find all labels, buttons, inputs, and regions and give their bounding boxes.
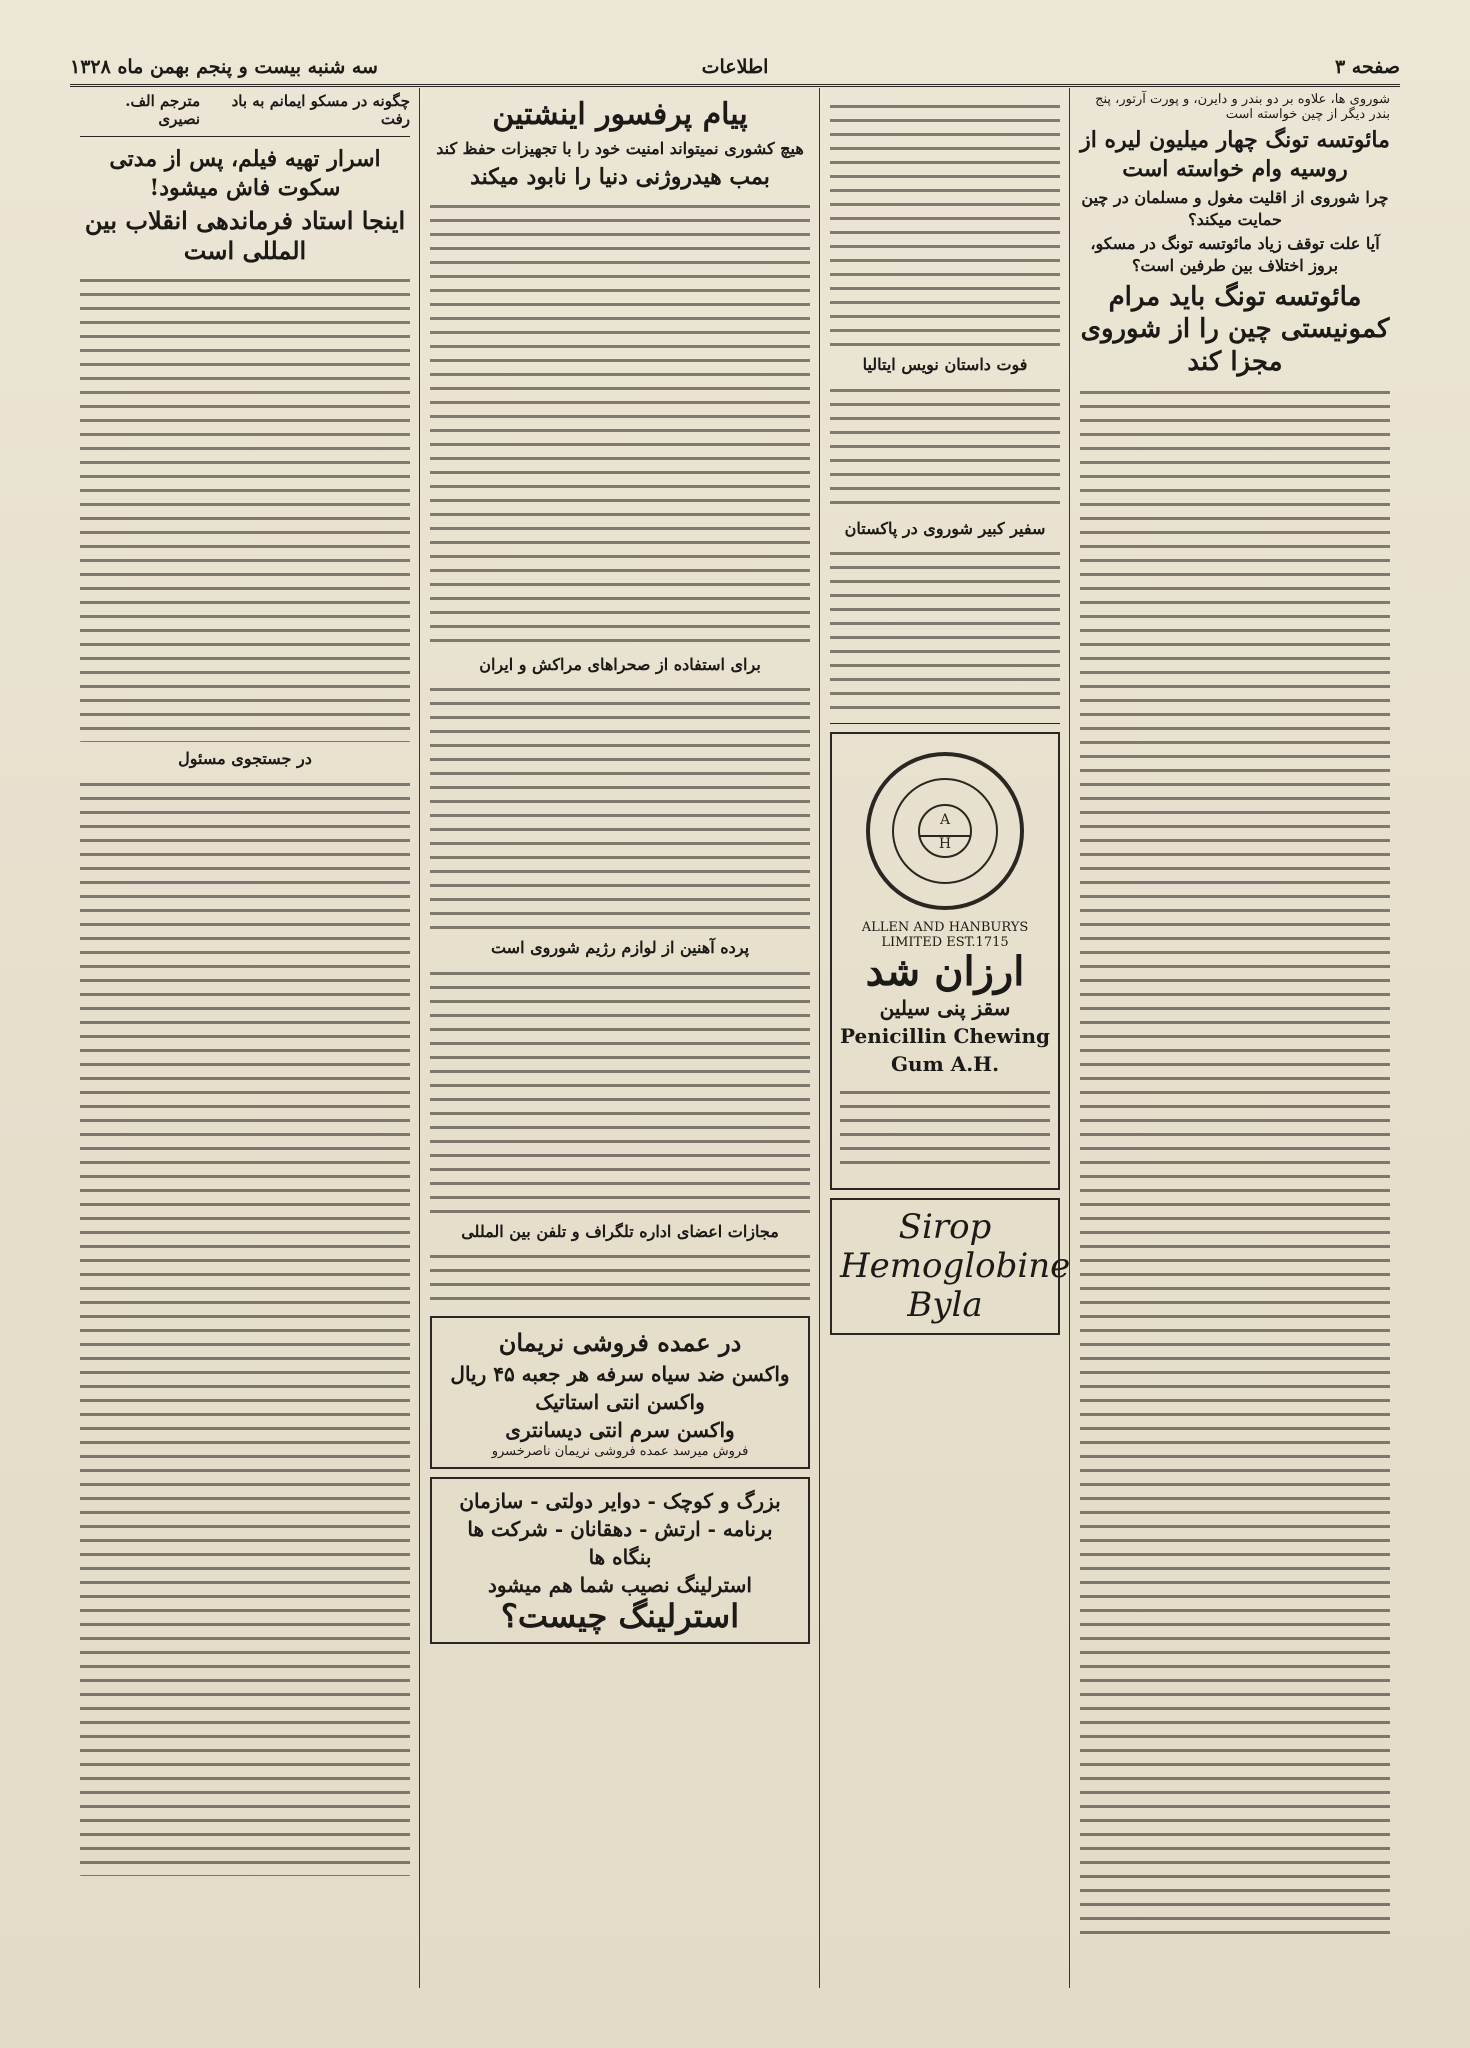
headline-deserts: برای استفاده از صحراهای مراکش و ایران: [479, 654, 761, 674]
seal-icon: [866, 752, 1024, 910]
svg-text:A: A: [939, 812, 951, 829]
ad-vaccine-note: فروش میرسد عمده فروشی نریمان ناصرخسرو: [491, 1444, 749, 1460]
divider: [830, 723, 1060, 724]
article-body: [430, 681, 810, 931]
ad-penicillin-fa: سقز پنی سیلین: [879, 996, 1011, 1021]
headline-pakistan: سفیر کبیر شوروی در پاکستان: [844, 518, 1046, 538]
article-body: [80, 272, 410, 742]
headline-main: مائوتسه تونگ باید مرام کمونیستی چین را از شوروی مجزا کند: [1080, 281, 1390, 377]
translator: مترجم الف. نصیری: [125, 92, 201, 128]
ad-vaccine: [430, 1316, 810, 1469]
headline-search: در جستجوی مسئول: [178, 749, 312, 769]
divider: [80, 136, 410, 137]
headline-moscow-faith: چگونه در مسکو ایمانم به باد رفت: [231, 92, 410, 128]
column-4: [70, 88, 420, 1988]
headline-loan: مائوتسه تونگ چهار میلیون لیره از روسیه وام خواسته است: [1080, 127, 1390, 182]
article-body: [430, 1248, 810, 1308]
masthead-title: اطلاعات: [701, 56, 769, 78]
ad-body: [840, 1084, 1050, 1174]
headline-italy: فوت داستان نویس ایتالیا: [862, 355, 1028, 374]
ad-penicillin-en2: Gum A.H.: [890, 1052, 1000, 1077]
ad-sirop-line2: Hemoglobine: [840, 1246, 1070, 1287]
svg-text:H: H: [938, 836, 952, 853]
article-body: [830, 98, 1060, 348]
ad-sterling: [430, 1477, 810, 1644]
column-1: [1070, 88, 1400, 1988]
seal-text: ALLEN AND HANBURYS LIMITED EST.1715: [861, 920, 1029, 951]
ad-vaccine-title: در عمده فروشی نریمان: [498, 1328, 742, 1358]
columns: [70, 88, 1400, 1988]
headline-security: هیچ کشوری نمیتواند امنیت خود را با تجهیزات حفظ کند: [436, 138, 804, 158]
article-body: [1080, 384, 1390, 1944]
ad-sirop-line1: Sirop: [898, 1207, 992, 1248]
masthead: [70, 50, 1400, 87]
column-3: [420, 88, 820, 1988]
ad-sterling-line1: بزرگ و کوچک - دوایر دولتی - سازمان: [459, 1489, 781, 1514]
ad-vaccine-line2: واکسن انتی استاتیک: [535, 1390, 705, 1415]
masthead-date: سه شنبه بیست و پنجم بهمن ماه ۱۳۲۸: [70, 56, 378, 78]
ad-sterling-line5: استرلینگ چیست؟: [500, 1597, 740, 1636]
ad-sirop: [830, 1198, 1070, 1335]
kicker: شوروی ها، علاوه بر دو بندر و دایرن، و پورت آرتور، پنج بندر دیگر از چین خواسته است: [1095, 92, 1390, 122]
headline-row: [80, 92, 410, 128]
headline-secrets: اسرار تهیه فیلم، پس از مدتی سکوت فاش میشود!: [109, 146, 381, 201]
ad-penicillin-en1: Penicillin Chewing: [840, 1024, 1050, 1049]
ad-vaccine-line1: واکسن ضد سیاه سرفه هر جعبه ۴۵ ریال: [450, 1362, 790, 1387]
headline-einstein: پیام پرفسور اینشتین: [492, 97, 748, 132]
article-body: [430, 965, 810, 1215]
column-2: [820, 88, 1070, 1988]
article-body: [830, 545, 1060, 715]
ad-sterling-line2: برنامه - ارتش - دهقانان - شرکت ها: [467, 1517, 773, 1542]
article-body: [430, 198, 810, 648]
headline-iron-curtain: پرده آهنین از لوازم رژیم شوروی است: [490, 938, 750, 958]
article-body: [80, 776, 410, 1876]
ad-penicillin: [830, 732, 1060, 1190]
ad-vaccine-line3: واکسن سرم انتی دیسانتری: [505, 1418, 735, 1443]
headline-telegraph: مجازات اعضای اداره تلگراف و تلفن بین المللی: [461, 1221, 779, 1241]
headline-hbomb: بمب هیدروژنی دنیا را نابود میکند: [470, 164, 770, 191]
ad-penicillin-title: ارزان شد: [865, 948, 1025, 996]
headline-revolution: اینجا استاد فرماندهی انقلاب بین المللی است: [84, 206, 406, 266]
ad-sirop-line3: Byla: [907, 1285, 983, 1326]
article-body: [830, 382, 1060, 512]
ad-sterling-line3: بنگاه ها: [588, 1545, 652, 1570]
masthead-page-number: صفحه ۳: [1334, 56, 1400, 78]
ad-sterling-line4: استرلینگ نصیب شما هم میشود: [488, 1573, 752, 1598]
headline-minorities: چرا شوروی از اقلیت مغول و مسلمان در چین حمایت میکند؟: [1081, 188, 1389, 229]
headline-moscow: آیا علت توقف زیاد مائوتسه تونگ در مسکو، بروز اختلاف بین طرفین است؟: [1090, 234, 1380, 275]
